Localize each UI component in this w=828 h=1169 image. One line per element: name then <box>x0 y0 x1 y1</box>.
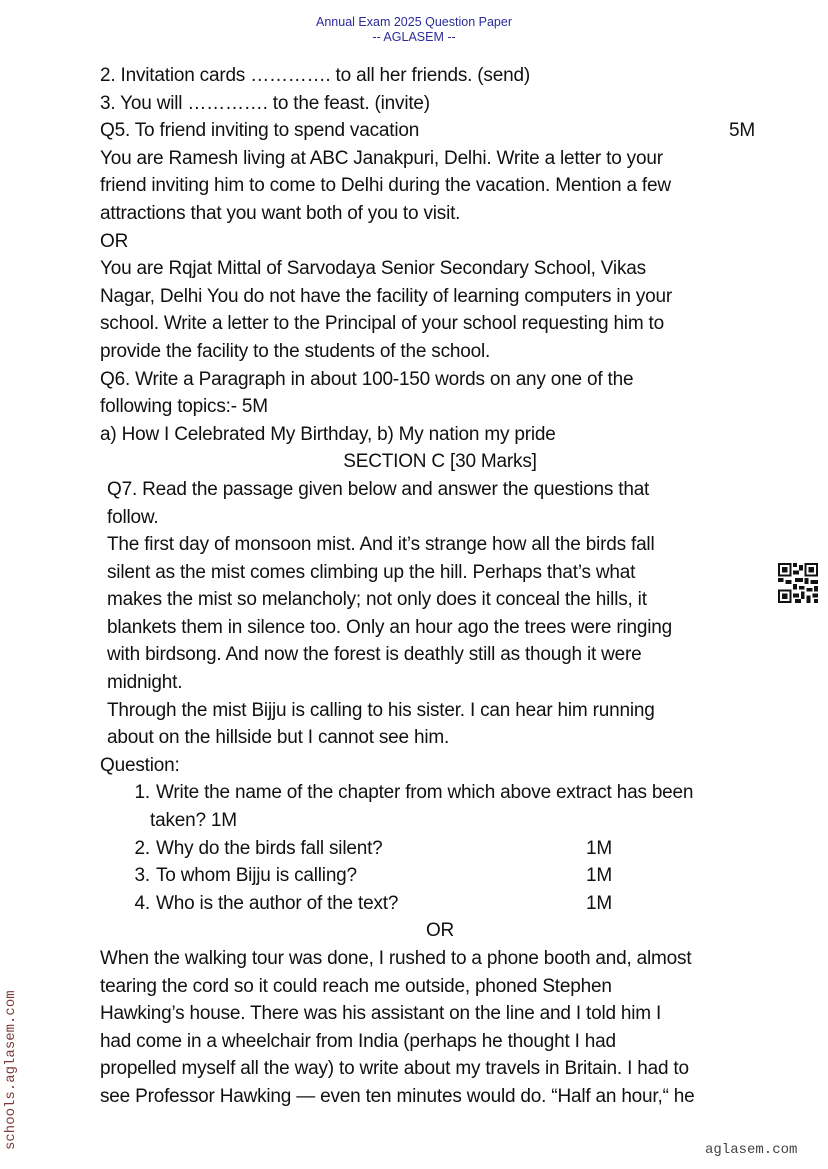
q5-title: Q5. To friend inviting to spend vacation <box>100 120 420 142</box>
q5-alt-text: You are Rqjat Mittal of Sarvodaya Senior Secondary School, Vikas <box>100 258 646 280</box>
footer-watermark: aglasem.com <box>705 1142 798 1158</box>
sub-question-continuation: taken? 1M <box>150 810 237 832</box>
alt-passage-line: propelled myself all the way) to write about my travels in Britain. I had to <box>100 1058 689 1080</box>
side-watermark: schools.aglasem.com <box>3 990 19 1150</box>
sub-question-marks: 1M <box>586 892 612 914</box>
section-heading: SECTION C [30 Marks] <box>343 451 537 473</box>
passage-line: with birdsong. And now the forest is deathly still as though it were <box>107 644 642 666</box>
sub-question-marks: 1M <box>586 865 612 887</box>
sub-question-text: Why do the birds fall silent? <box>156 837 383 859</box>
sub-question-text: Write the name of the chapter from which above extract has been <box>156 782 694 804</box>
q5-alt-text: Nagar, Delhi You do not have the facility of learning computers in your <box>100 285 672 307</box>
q5-heading <box>100 117 755 145</box>
header-brand: -- AGLASEM -- <box>372 30 456 44</box>
passage-line: midnight. <box>107 672 183 694</box>
header-title: Annual Exam 2025 Question Paper <box>316 15 512 29</box>
passage-line: about on the hillside but I cannot see him. <box>107 727 450 749</box>
page-header <box>0 15 828 45</box>
sub-question-number: 3. <box>134 865 150 887</box>
sub-question-number: 2. <box>134 837 150 859</box>
sub-question-text: To whom Bijju is calling? <box>156 865 357 887</box>
passage-line: blankets them in silence too. Only an hour ago the trees were ringing <box>107 616 672 638</box>
q6-text: following topics:- 5M <box>100 396 268 418</box>
q7-intro: Q7. Read the passage given below and answer the questions that <box>107 478 650 500</box>
or-label: OR <box>100 230 129 252</box>
sub-question-marks: 1M <box>586 837 612 859</box>
q6-topics: a) How I Celebrated My Birthday, b) My nation my pride <box>100 423 556 445</box>
sub-question-text: Who is the author of the text? <box>156 892 399 914</box>
passage-line: The first day of monsoon mist. And it’s strange how all the birds fall <box>107 534 655 556</box>
passage-line: silent as the mist comes climbing up the hill. Perhaps that’s what <box>107 561 636 583</box>
q7-intro: follow. <box>107 506 159 528</box>
q6-text: Q6. Write a Paragraph in about 100-150 words on any one of the <box>100 368 634 390</box>
fill-item: 2. Invitation cards …………. to all her friends. (send) <box>100 65 530 86</box>
qr-code-icon <box>778 563 818 603</box>
alt-passage-line: see Professor Hawking — even ten minutes would do. “Half an hour,“ he <box>100 1085 695 1107</box>
passage-line: Through the mist Bijju is calling to his sister. I can hear him running <box>107 699 655 721</box>
or-label: OR <box>425 920 455 942</box>
question-paper-body <box>100 62 780 1111</box>
question-label: Question: <box>100 754 180 776</box>
q5-alt-text: school. Write a letter to the Principal of your school requesting him to <box>100 313 664 335</box>
alt-passage-line: had come in a wheelchair from India (perhaps he thought I had <box>100 1030 616 1052</box>
alt-passage-line: tearing the cord so it could reach me outside, phoned Stephen <box>100 975 612 997</box>
sub-question <box>100 779 780 807</box>
sub-question <box>100 890 780 918</box>
q5-text: You are Ramesh living at ABC Janakpuri, Delhi. Write a letter to your <box>100 147 663 169</box>
q5-text: friend inviting him to come to Delhi during the vacation. Mention a few <box>100 175 671 197</box>
q5-marks: 5M <box>729 120 755 142</box>
fill-item: 3. You will …………. to the feast. (invite) <box>100 92 430 114</box>
sub-question <box>100 862 780 890</box>
q5-text: attractions that you want both of you to visit. <box>100 202 461 224</box>
sub-question-number: 1. <box>134 782 150 804</box>
sub-question <box>100 835 780 863</box>
sub-question-number: 4. <box>134 892 150 914</box>
alt-passage-line: Hawking’s house. There was his assistant on the line and I told him I <box>100 1003 662 1025</box>
q5-alt-text: provide the facility to the students of the school. <box>100 340 491 362</box>
passage-line: makes the mist so melancholy; not only does it conceal the hills, it <box>107 589 647 611</box>
alt-passage-line: When the walking tour was done, I rushed to a phone booth and, almost <box>100 948 692 969</box>
